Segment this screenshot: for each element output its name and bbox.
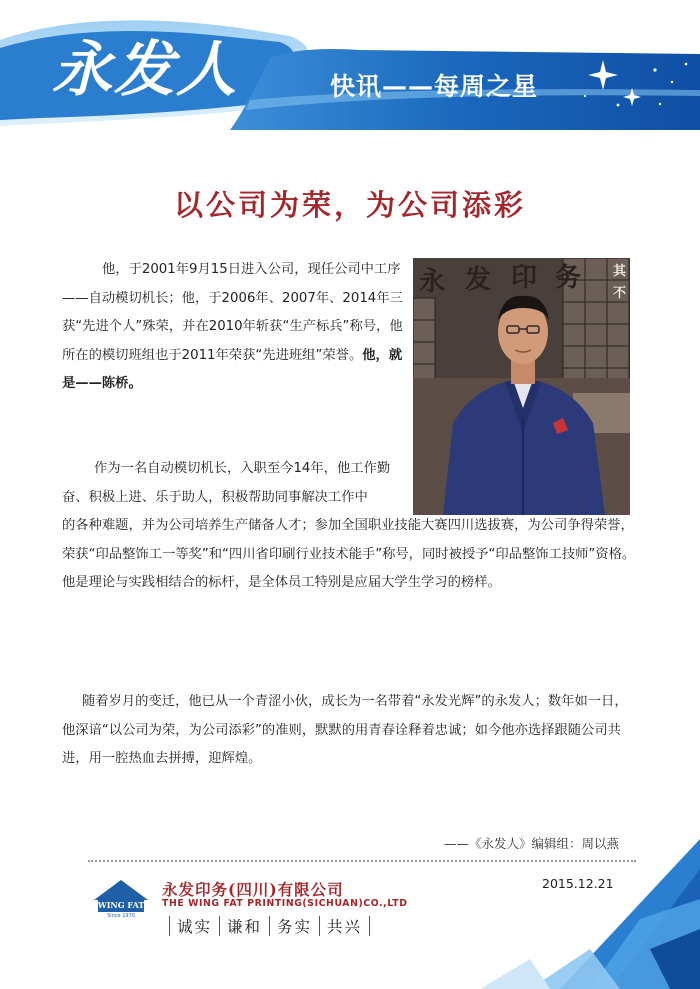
photo-wall-char-1: 永 [419,267,446,297]
value-separator [319,916,320,936]
photo-wall-char-5: 其 [613,264,627,279]
photo-wall-char-6: 不 [613,286,627,301]
logo-since: Since 1970 [107,913,135,918]
section-title: 快讯——每周之星 [330,72,539,101]
value-separator [169,916,170,936]
issue-date: 2015.12.21 [542,876,614,891]
photo-wall-char-2: 发 [465,265,492,295]
paragraph-closing: 随着岁月的变迁，他已从一个青涩小伙，成长为一名带着“永发光辉”的永发人；数年如一日，他深谙“以公司为荣，为公司添彩”的准则，默默的用青春诠释着忠诚；如今他亦选择跟随公司共进，用一腔热血去拼搏，迎辉煌。 [62,694,628,766]
masthead-title: 永发人 [52,35,238,105]
photo-wall-char-3: 印 [511,263,538,293]
value-4: 共兴 [327,918,363,936]
company-name-cn: 永发印务(四川)有限公司 [162,880,344,899]
value-1: 诚实 [177,918,213,936]
photo-wall-char-4: 务 [555,263,582,293]
intro-text: 他，于2001年9月15日进入公司，现任公司中工序——自动模切机长；他，于2006年、2007年、2014年三获“先进个人”殊荣，并在2010年斩获“生产标兵”称号，他所在的模切班组也于2011年荣获“先进班组”荣誉。 [62,262,403,363]
value-2: 谦和 [227,918,263,936]
logo-text: WING FAT [97,900,145,910]
paragraph-intro [62,256,407,399]
header-banner [0,0,700,130]
paragraph-work-part1: 作为一名自动模切机长，入职至今14年，他工作勤奋、积极上进、乐于助人，积极帮助同事解决工作中 [62,461,391,505]
editor-credit: ——《永发人》编辑组：周以燕 [444,836,620,851]
paragraph-work-part2: 的各种难题，并为公司培养生产储备人才；参加全国职业技能大赛四川选拔赛，为公司争得荣誉，荣获“印品整饰工一等奖”和“四川省印刷行业技术能手”称号，同时被授予“印品整饰工技师”资格。他是理论与实践相结合的标杆，是全体员工特别是应届大学生学习的榜样。 [62,518,636,590]
corner-decoration [440,799,700,989]
article-headline: 以公司为荣，为公司添彩 [173,188,526,222]
intro-bold-text: 他，就是——陈桥。 [62,347,403,391]
value-separator [219,916,220,936]
value-separator [269,916,270,936]
company-values [162,915,377,937]
company-name-en: THE WING FAT PRINTING(SICHUAN)CO.,LTD [162,898,408,909]
value-separator [369,916,370,936]
company-logo [88,874,154,922]
value-3: 务实 [277,918,313,936]
portrait-photo [413,258,630,515]
